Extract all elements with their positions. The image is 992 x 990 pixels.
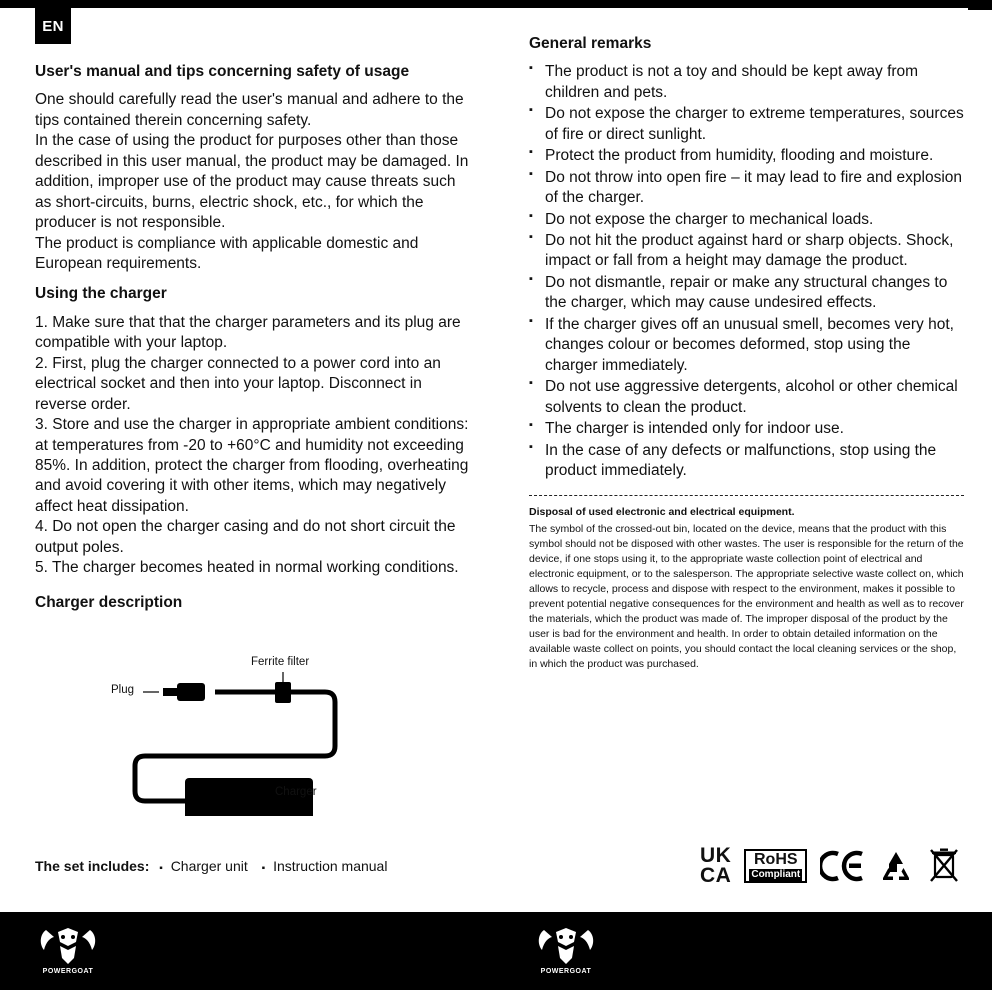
charger-diagram-svg [35, 626, 475, 816]
brand-logo-center [534, 924, 598, 982]
ukca-line-2: CA [700, 863, 732, 887]
top-right-black-block [968, 0, 992, 10]
bottom-black-bar [0, 912, 992, 990]
using-step-1: 1. Make sure that that the charger parameters and its plug are compatible with your laptop. [35, 313, 461, 352]
charger-diagram [35, 626, 475, 816]
rohs-line-1: RoHS [754, 850, 798, 868]
disposal-title: Disposal of used electronic and electrical equipment. [529, 506, 795, 519]
brand-name-left: POWERGOAT [42, 968, 94, 975]
set-includes-bullet-1: ▪ [159, 863, 163, 874]
brand-name-center: POWERGOAT [540, 968, 592, 975]
set-includes [35, 858, 391, 874]
left-column [35, 62, 475, 816]
manual-paragraph-1: One should carefully read the user's manual and adhere to the tips contained therein concerning safety. [35, 91, 464, 129]
list-item: ▪ Do not dismantle, repair or make any structural changes to the charger, which may cause undesired effects. [529, 273, 964, 314]
goat-head-icon [534, 924, 598, 972]
list-item: ▪ The charger is intended only for indoor use. [529, 419, 964, 439]
ce-mark-icon [820, 850, 864, 882]
general-remarks-heading: General remarks [529, 35, 652, 52]
using-charger-heading: Using the charger [35, 285, 167, 303]
set-includes-label: The set includes: [35, 858, 150, 874]
ferrite-filter-label: Ferrite filter [251, 656, 310, 669]
language-badge: EN [35, 8, 71, 44]
plug-label: Plug [111, 684, 135, 697]
disposal-text: The symbol of the crossed-out bin, located on the device, means that the product with this symbol should not be disposed with other wastes. The user is responsible for the return of the device, if one stops using it, to the appropriate waste collection point of electrical and electronic equipment, or to the salesperson. The appropriate selective waste collect on, which allows to recycle, process and dispose with respect to the environment, makes it possible to prevent potential negative consequences for the environment and health as well as to recover the materials, which the product was made of. The improper disposal of the product by the user is bad for the environment and health. In order to obtain detailed information on the available waste collect on points, you should contact the local cleaning services or the shop, in which the product was purchased. [529, 523, 964, 670]
manual-paragraph-3: The product is compliance with applicable domestic and European requirements. [35, 234, 419, 272]
list-item: ▪ Do not expose the charger to mechanical loads. [529, 210, 964, 230]
list-item: ▪ If the charger gives off an unusual smell, becomes very hot, changes colour or becomes deformed, stop using the charger immediately. [529, 315, 964, 376]
list-item: ▪ Do not throw into open fire – it may lead to fire and explosion of the charger. [529, 168, 964, 209]
set-includes-item-2: Instruction manual [273, 858, 388, 874]
goat-head-icon [36, 924, 100, 972]
list-item: ▪ Protect the product from humidity, flooding and moisture. [529, 146, 964, 166]
using-charger-steps [35, 313, 475, 579]
using-step-4: 4. Do not open the charger casing and do not short circuit the output poles. [35, 518, 456, 556]
brand-logo-left [36, 924, 100, 982]
set-includes-item-1: Charger unit [170, 858, 248, 874]
recycling-icon [877, 850, 915, 882]
manual-heading: User's manual and tips concerning safety of usage [35, 63, 410, 80]
list-item: ▪ In the case of any defects or malfunctions, stop using the product immediately. [529, 441, 964, 482]
list-item: ▪ Do not hit the product against hard or sharp objects. Shock, impact or fall from a height may damage the product. [529, 231, 964, 272]
list-item: ▪ Do not expose the charger to extreme temperatures, sources of fire or direct sunlight. [529, 104, 964, 145]
list-item: ▪ The product is not a toy and should be kept away from children and pets. [529, 62, 964, 103]
using-step-5: 5. The charger becomes heated in normal working conditions. [35, 559, 459, 577]
ukca-line-1: UK [700, 844, 732, 867]
using-step-3: 3. Store and use the charger in appropriate ambient conditions: at temperatures from -20 to +60°C and humidity not exceeding 85%. In addition, protect the charger from flooding, overheating and avoid covering it with other items, which may negatively affect heat dissipation. [35, 416, 469, 515]
certification-marks [700, 846, 960, 886]
rohs-line-2: Compliant [751, 868, 801, 880]
right-column [529, 34, 964, 672]
using-step-2: 2. First, plug the charger connected to a power cord into an electrical socket and then into your laptop. Disconnect in reverse order. [35, 354, 441, 413]
general-remarks-list [529, 62, 964, 481]
section-divider [529, 495, 964, 496]
list-item: ▪ Do not use aggressive detergents, alcohol or other chemical solvents to clean the product. [529, 377, 964, 418]
ukca-mark [700, 846, 731, 886]
charger-label: Charger [275, 786, 317, 799]
manual-paragraphs [35, 90, 475, 274]
manual-paragraph-2: In the case of using the product for purposes other than those described in this user manual, the product may be damaged. In addition, improper use of the product may cause threats such as short-circuits, burns, electric shock, etc., for which the producer is not responsible. [35, 132, 469, 232]
charger-description-heading: Charger description [35, 593, 183, 611]
rohs-mark [744, 849, 807, 883]
weee-crossed-bin-icon [928, 848, 960, 884]
set-includes-bullet-2: ▪ [261, 863, 266, 874]
top-black-bar [0, 0, 992, 8]
